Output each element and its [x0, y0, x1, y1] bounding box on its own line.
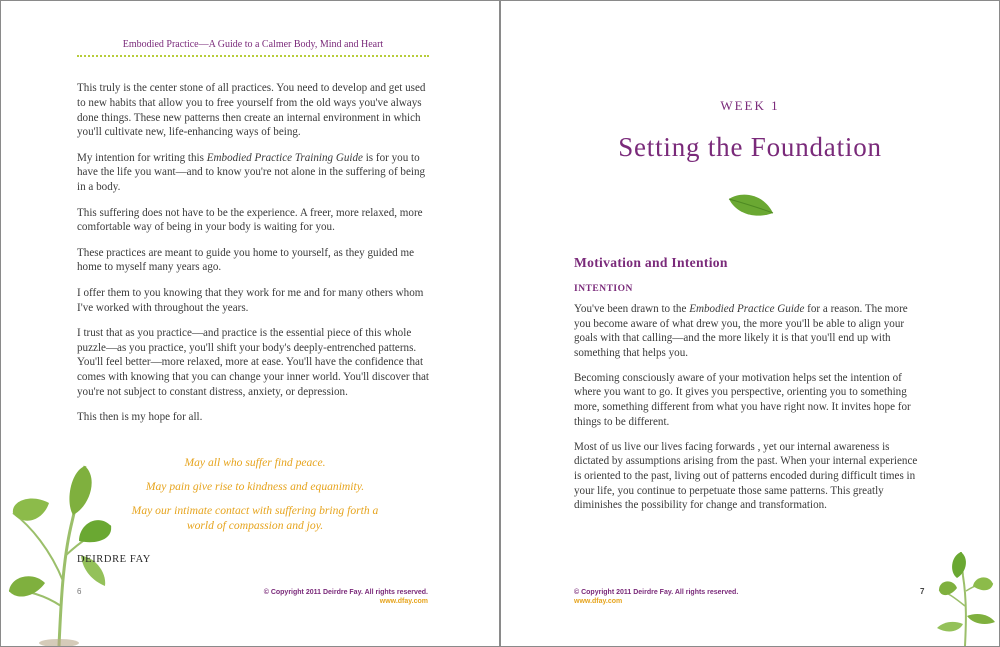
paragraph: I trust that as you practice—and practice is the essential piece of this whole puzzle—as you practice, you'll shift your body's deeply-entrenched patterns. You'll feel better—more relaxed, more at ease. You'll have the confidence that comes with knowing that you can change your inner world. You'll discover that you're not subject to constant distress, anxiety, or depression.: [77, 326, 430, 399]
website-link[interactable]: www.dfay.com: [574, 598, 623, 605]
text-run: is for you to have the life you want—and to know you're not alone in the suffering of being in a body.: [77, 151, 426, 194]
text-run: You've been drawn to the: [574, 303, 690, 315]
right-body-text: [574, 302, 926, 523]
plant-sprout-icon: [933, 546, 999, 646]
paragraph: Most of us live our lives facing forwards , yet our internal awareness is dictated by assumptions arising from the past. When your internal experience is oriented to the past, living out of patterns encoded during difficult times in your life, you continue to perpetuate those same patterns. This greatly diminishes the possibility for change and transformation.: [574, 440, 918, 512]
text-run: My intention for writing this: [77, 151, 207, 164]
section-heading: Motivation and Intention: [574, 255, 728, 270]
subheading: INTENTION: [574, 284, 633, 294]
leaf-ornament-icon: [727, 191, 775, 219]
paragraph: This then is my hope for all.: [77, 411, 203, 424]
page-number: 7: [920, 587, 925, 596]
chapter-title: Setting the Foundation: [618, 132, 882, 162]
paragraph: This suffering does not have to be the experience. A freer, more relaxed, more comfortable way of being in your body is waiting for you.: [77, 206, 423, 234]
copyright-text: © Copyright 2011 Deirdre Fay. All rights reserved.: [574, 589, 739, 596]
paragraph: This truly is the center stone of all practices. You need to develop and get used to new habits that allow you to free yourself from the old ways you've always done things. These new patterns then create an internal environment in which you'll cultivate new, life-enhancing ways of being.: [77, 82, 426, 139]
left-body-text: [77, 81, 429, 436]
copyright-text: © Copyright 2011 Deirdre Fay. All rights reserved.: [263, 589, 428, 596]
blessing-line: May all who suffer find peace.: [184, 456, 326, 469]
intention-paragraph: [77, 151, 429, 195]
paragraph: I offer them to you knowing that they work for me and for many others whom I've worked with throughout the years.: [77, 286, 424, 314]
paragraph: Becoming consciously aware of your motivation helps set the intention of where you want to go. It gives you perspective, orienting you to something more, something different from what you have right now. It invites hope for things to be different.: [574, 371, 911, 428]
blessing-line: May pain give rise to kindness and equanimity.: [145, 480, 365, 493]
text-run: for a reason. The more you become aware of what drew you, the more you'll be able to align your goals with that calling—and the more likely it is that you'll end up with something that helps you.: [574, 303, 908, 359]
page-number: 6: [77, 587, 82, 596]
right-page: [501, 1, 999, 646]
left-page: [1, 1, 499, 646]
guide-title-italic: Embodied Practice Training Guide: [206, 151, 363, 164]
running-header: Embodied Practice—A Guide to a Calmer Body, Mind and Heart: [122, 39, 384, 50]
copyright-block: [264, 588, 428, 606]
header-dotted-rule: [77, 55, 429, 57]
copyright-block: [574, 588, 738, 606]
paragraph: These practices are meant to guide you home to yourself, as they guided me home to myself many years ago.: [77, 246, 415, 274]
guide-title-italic: Embodied Practice Guide: [689, 303, 805, 315]
blessing-line: May our intimate contact with suffering bring forth a world of compassion and joy.: [131, 504, 379, 532]
paragraph: [574, 302, 926, 360]
plant-sprout-icon: [1, 431, 131, 646]
author-signature: DEIRDRE FAY: [77, 554, 151, 565]
website-link[interactable]: www.dfay.com: [379, 598, 428, 605]
blessing: [131, 455, 379, 542]
week-label: WEEK 1: [720, 98, 780, 113]
